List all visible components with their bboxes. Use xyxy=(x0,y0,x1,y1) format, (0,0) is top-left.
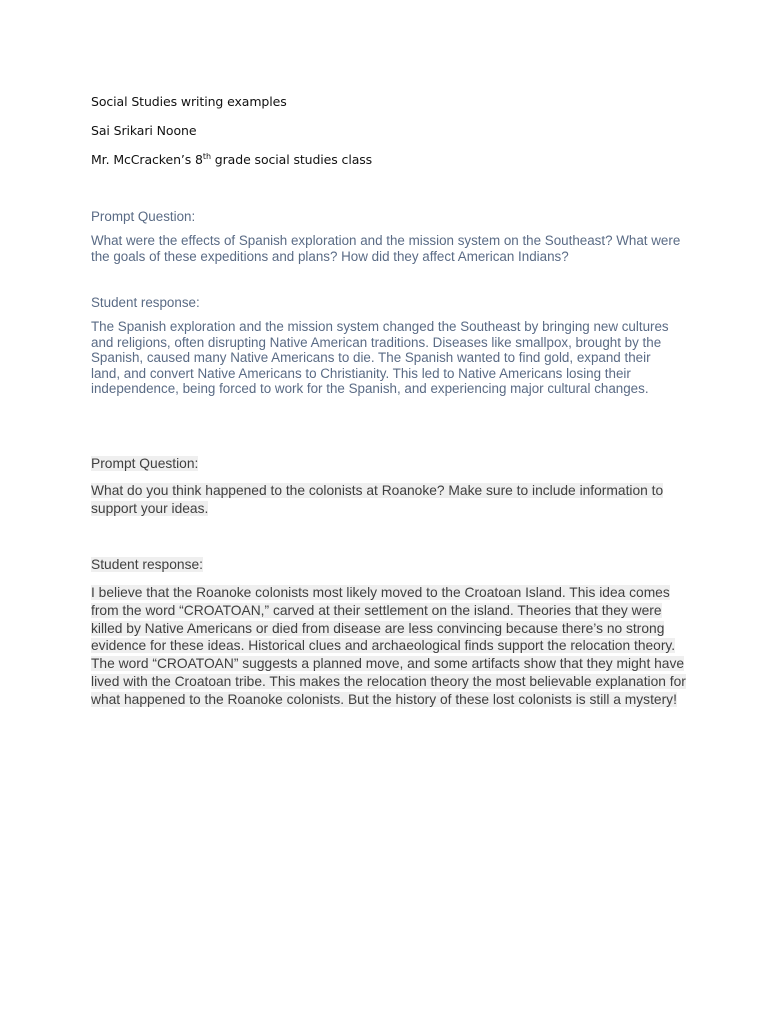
prompt-question-1: What were the effects of Spanish exploration and the mission system on the Southeast? What were the goals of these expeditions and plans? How did they affect American Indians? xyxy=(91,233,681,264)
student-response-2 xyxy=(91,584,691,709)
response-label-2-text: Student response: xyxy=(91,557,203,572)
prompt-label-1: Prompt Question: xyxy=(91,209,196,224)
document-title: Social Studies writing examples xyxy=(91,94,287,109)
prompt-question-2 xyxy=(91,482,691,518)
class-name xyxy=(91,152,372,167)
author-name: Sai Srikari Noone xyxy=(91,123,197,138)
prompt-question-2-text: What do you think happened to the colonists at Roanoke? Make sure to include information to support your ideas. xyxy=(91,483,664,516)
class-name-superscript: th xyxy=(202,151,211,161)
response-label-1: Student response: xyxy=(91,295,200,310)
response-label-2 xyxy=(91,556,691,574)
prompt-label-2-text: Prompt Question: xyxy=(91,456,199,471)
prompt-label-2 xyxy=(91,455,691,473)
student-response-2-text: I believe that the Roanoke colonists most likely moved to the Croatoan Island. This idea comes from the word “CROATOAN,” carved at their settlement on the island. Theories that they were killed by Native Americans or died from disease are less convincing because there’s no strong evidence for these ideas. Historical clues and archaeological finds support the relocation theory. The word “CROATOAN” suggests a planned move, and some artifacts show that they might have lived with the Croatoan tribe. This makes the relocation theory the most believable explanation for what happened to the Roanoke colonists. But the history of these lost colonists is still a mystery! xyxy=(91,585,686,707)
student-response-1: The Spanish exploration and the mission system changed the Southeast by bringing new cultures and religions, often disrupting Native American traditions. Diseases like smallpox, brought by the Spanish, caused many Native Americans to die. The Spanish wanted to find gold, expand their land, and convert Native Americans to Christianity. This led to Native Americans losing their independence, being forced to work for the Spanish, and experiencing major cultural changes. xyxy=(91,319,669,396)
class-name-prefix: Mr. McCracken’s 8 xyxy=(91,152,203,167)
class-name-suffix: grade social studies class xyxy=(210,152,373,167)
